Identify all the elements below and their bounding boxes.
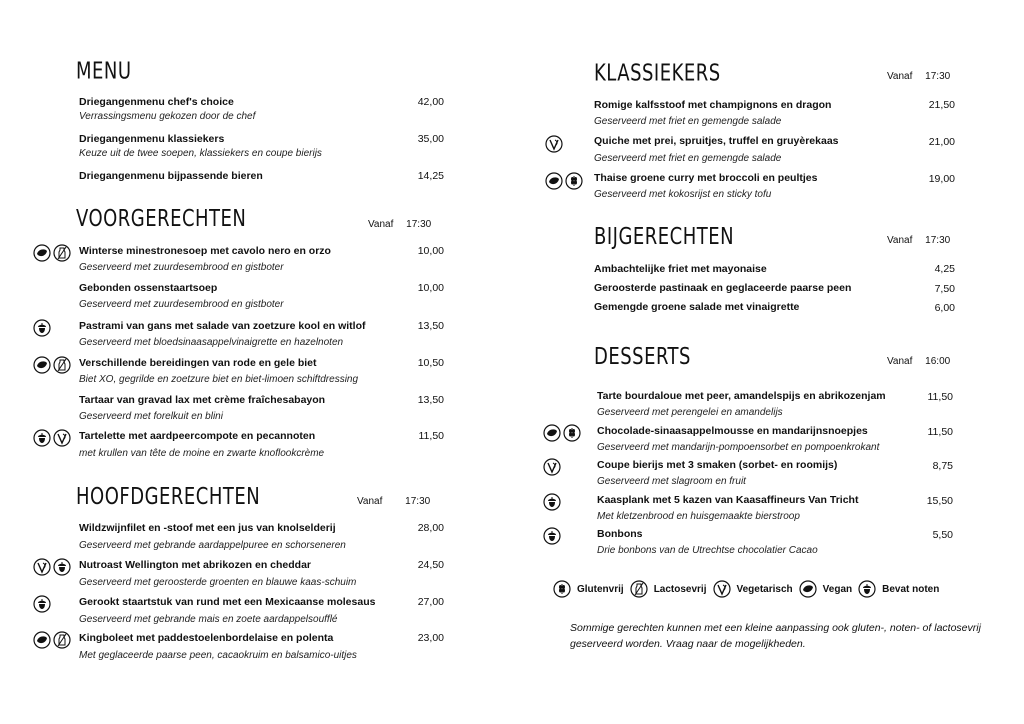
- vanaf-label: Vanaf: [357, 496, 383, 507]
- dish-name: Coupe bierijs met 3 smaken (sorbet- en roomijs): [597, 459, 838, 471]
- dish-icons: [545, 172, 583, 190]
- dish-price: 13,50: [417, 320, 444, 332]
- dish-price: 21,50: [928, 99, 955, 111]
- dish-icons: [543, 424, 581, 442]
- side-name: Geroosterde pastinaak en geglaceerde paarse peen: [594, 282, 852, 294]
- side-price: 4,25: [934, 263, 955, 275]
- vegan-icon: [33, 631, 51, 649]
- side-name: Gemengde groene salade met vinaigrette: [594, 301, 800, 313]
- dish-name: Winterse minestronesoep met cavolo nero en orzo: [79, 245, 331, 257]
- menu-item-price: 35,00: [417, 133, 444, 145]
- vanaf-label: Vanaf: [887, 356, 913, 367]
- dish-desc: Geserveerd met kokosrijst en sticky tofu: [594, 189, 772, 200]
- legend-item: [713, 580, 793, 598]
- voorgerechten-vanaf: [368, 219, 441, 230]
- dish-desc: Geserveerd met gebrande mais en zoete aardappelsoufflé: [79, 614, 338, 625]
- vegan-icon: [545, 172, 563, 190]
- vanaf-label: Vanaf: [887, 235, 913, 246]
- voorgerechten-heading: VOORGERECHTEN: [76, 204, 247, 232]
- vegan-icon: [799, 580, 820, 598]
- dish-price: 11,50: [418, 430, 444, 442]
- dish-icons: [543, 458, 561, 476]
- dish-price: 13,50: [417, 394, 444, 406]
- lactosevrij-icon: [630, 580, 651, 598]
- legend-label: Bevat noten: [882, 583, 940, 595]
- dish-icons: [543, 527, 561, 545]
- vanaf-label: Vanaf: [887, 71, 913, 82]
- dish-desc: Geserveerd met mandarijn-pompoensorbet en pompoenkrokant: [597, 442, 880, 453]
- dish-name: Tarte bourdaloue met peer, amandelspijs en abrikozenjam: [597, 390, 886, 402]
- dish-icons: [33, 558, 71, 576]
- legend-label: Vegetarisch: [736, 583, 793, 595]
- dish-icons: [33, 319, 51, 337]
- dish-desc: Geserveerd met zuurdesembrood en gistboter: [79, 299, 284, 310]
- dish-name: Thaise groene curry met broccoli en peultjes: [594, 172, 818, 184]
- side-price: 6,00: [934, 302, 955, 314]
- menu-item-desc: Keuze uit de twee soepen, klassiekers en coupe bierijs: [79, 148, 322, 159]
- dish-desc: Met kletzenbrood en huisgemaakte bierstroop: [597, 511, 800, 522]
- dish-desc: Geserveerd met zuurdesembrood en gistboter: [79, 262, 284, 273]
- hoofdgerechten-heading: HOOFDGERECHTEN: [76, 482, 261, 510]
- dish-desc: met krullen van tête de moine en zwarte knoflookcrème: [79, 448, 325, 459]
- side-price: 7,50: [934, 283, 955, 295]
- dish-desc: Biet XO, gegrilde en zoetzure biet en biet-limoen schiftdressing: [79, 374, 359, 385]
- dish-icons: [33, 244, 71, 262]
- hoofdgerechten-vanaf: [357, 496, 440, 507]
- dish-price: 19,00: [928, 173, 955, 185]
- noten-icon: [53, 558, 71, 576]
- dish-name: Bonbons: [597, 528, 643, 540]
- lactosevrij-icon: [53, 244, 71, 262]
- menu-item-desc: Verrassingsmenu gekozen door de chef: [79, 111, 256, 122]
- dish-icons: [545, 135, 563, 153]
- vegan-icon: [543, 424, 561, 442]
- dish-desc: Geserveerd met friet en gemengde salade: [594, 153, 782, 164]
- noten-icon: [543, 493, 561, 511]
- dish-name: Tartaar van gravad lax met crème fraîchesabayon: [79, 394, 326, 406]
- bijgerechten-vanaf: [887, 235, 960, 246]
- dish-price: 28,00: [417, 522, 444, 534]
- vanaf-time: 17:30: [925, 71, 951, 82]
- noten-icon: [858, 580, 879, 598]
- dish-name: Gerookt staartstuk van rund met een Mexicaanse molesaus: [79, 596, 376, 608]
- vanaf-time: 17:30: [406, 219, 432, 230]
- legend-label: Vegan: [822, 583, 853, 595]
- dish-price: 27,00: [417, 596, 444, 608]
- dish-price: 10,00: [417, 245, 444, 257]
- dish-price: 23,00: [417, 632, 444, 644]
- menu-item-name: Driegangenmenu chef's choice: [79, 96, 234, 108]
- glutenvrij-icon: [563, 424, 581, 442]
- dish-desc: Geserveerd met geroosterde groenten en blauwe kaas-schuim: [79, 577, 357, 588]
- dish-name: Chocolade-sinaasappelmousse en mandarijnsnoepjes: [597, 425, 868, 437]
- vanaf-label: Vanaf: [368, 219, 394, 230]
- vegan-icon: [33, 356, 51, 374]
- legend-item: [630, 580, 707, 598]
- dish-icons: [33, 631, 71, 649]
- dish-name: Tartelette met aardpeercompote en pecannoten: [79, 430, 316, 442]
- dish-name: Quiche met prei, spruitjes, truffel en gruyèrekaas: [594, 135, 839, 147]
- glutenvrij-icon: [565, 172, 583, 190]
- dish-icons: [33, 429, 71, 447]
- dietary-note: Sommige gerechten kunnen met een kleine aanpassing ook gluten-, noten- of lactosevrij geserveerd worden. Vraag naar de mogelijkheden.: [570, 622, 981, 650]
- dish-desc: Geserveerd met bloedsinaasappelvinaigrette en hazelnoten: [79, 337, 344, 348]
- noten-icon: [543, 527, 561, 545]
- side-name: Ambachtelijke friet met mayonaise: [594, 263, 767, 275]
- dish-name: Nutroast Wellington met abrikozen en cheddar: [79, 559, 312, 571]
- menu-item-price: 14,25: [417, 170, 444, 182]
- lactosevrij-icon: [53, 631, 71, 649]
- dish-name: Romige kalfsstoof met champignons en dragon: [594, 99, 832, 111]
- menu-item-price: 42,00: [417, 96, 444, 108]
- vegetarisch-icon: [543, 458, 561, 476]
- legend-item: [799, 580, 852, 598]
- dish-price: 11,50: [927, 391, 953, 403]
- dish-name: Pastrami van gans met salade van zoetzure kool en witlof: [79, 320, 366, 332]
- dish-name: Kaasplank met 5 kazen van Kaasaffineurs Van Tricht: [597, 494, 859, 506]
- desserts-vanaf: [887, 356, 960, 367]
- dish-price: 8,75: [932, 460, 953, 472]
- noten-icon: [33, 595, 51, 613]
- legend-item: [553, 580, 624, 598]
- klassiekers-heading: KLASSIEKERS: [594, 58, 721, 86]
- lactosevrij-icon: [53, 356, 71, 374]
- bijgerechten-heading: BIJGERECHTEN: [594, 222, 735, 250]
- dish-name: Kingboleet met paddestoelenbordelaise en polenta: [79, 632, 334, 644]
- legend-label: Lactosevrij: [653, 583, 707, 595]
- legend-label: Glutenvrij: [577, 583, 624, 595]
- legend-item: [858, 580, 939, 598]
- dish-desc: Geserveerd met friet en gemengde salade: [594, 116, 782, 127]
- noten-icon: [33, 429, 51, 447]
- dish-desc: Drie bonbons van de Utrechtse chocolatier Cacao: [597, 545, 818, 556]
- dish-icons: [543, 493, 561, 511]
- noten-icon: [33, 319, 51, 337]
- dish-desc: Geserveerd met perengelei en amandelijs: [597, 407, 783, 418]
- dish-name: Gebonden ossenstaartsoep: [79, 282, 218, 294]
- menu-heading: MENU: [76, 56, 132, 84]
- dish-price: 21,00: [928, 136, 955, 148]
- menu-item-name: Driegangenmenu klassiekers: [79, 133, 225, 145]
- dish-desc: Geserveerd met slagroom en fruit: [597, 476, 746, 487]
- menu-item-name: Driegangenmenu bijpassende bieren: [79, 170, 263, 182]
- vegetarisch-icon: [713, 580, 734, 598]
- desserts-heading: DESSERTS: [594, 342, 691, 370]
- dish-name: Verschillende bereidingen van rode en gele biet: [79, 357, 317, 369]
- dish-price: 5,50: [932, 529, 953, 541]
- vegan-icon: [33, 244, 51, 262]
- klassiekers-vanaf: [887, 71, 960, 82]
- dish-icons: [33, 595, 51, 613]
- vanaf-time: 17:30: [405, 496, 431, 507]
- dish-desc: Geserveerd met gebrande aardappelpuree en schorseneren: [79, 540, 346, 551]
- dish-icons: [33, 356, 71, 374]
- vegetarisch-icon: [33, 558, 51, 576]
- vegetarisch-icon: [53, 429, 71, 447]
- dish-price: 10,00: [417, 282, 444, 294]
- dish-desc: Geserveerd met forelkuit en blini: [79, 411, 223, 422]
- vanaf-time: 16:00: [925, 356, 951, 367]
- dietary-legend: [553, 580, 945, 598]
- dish-price: 24,50: [417, 559, 444, 571]
- dish-price: 15,50: [926, 495, 953, 507]
- dish-desc: Met geglaceerde paarse peen, cacaokruim en balsamico-uitjes: [79, 650, 357, 661]
- vanaf-time: 17:30: [925, 235, 951, 246]
- dish-price: 10,50: [417, 357, 444, 369]
- glutenvrij-icon: [553, 580, 574, 598]
- dish-price: 11,50: [927, 426, 953, 438]
- vegetarisch-icon: [545, 135, 563, 153]
- dish-name: Wildzwijnfilet en -stoof met een jus van knolselderij: [79, 522, 336, 534]
